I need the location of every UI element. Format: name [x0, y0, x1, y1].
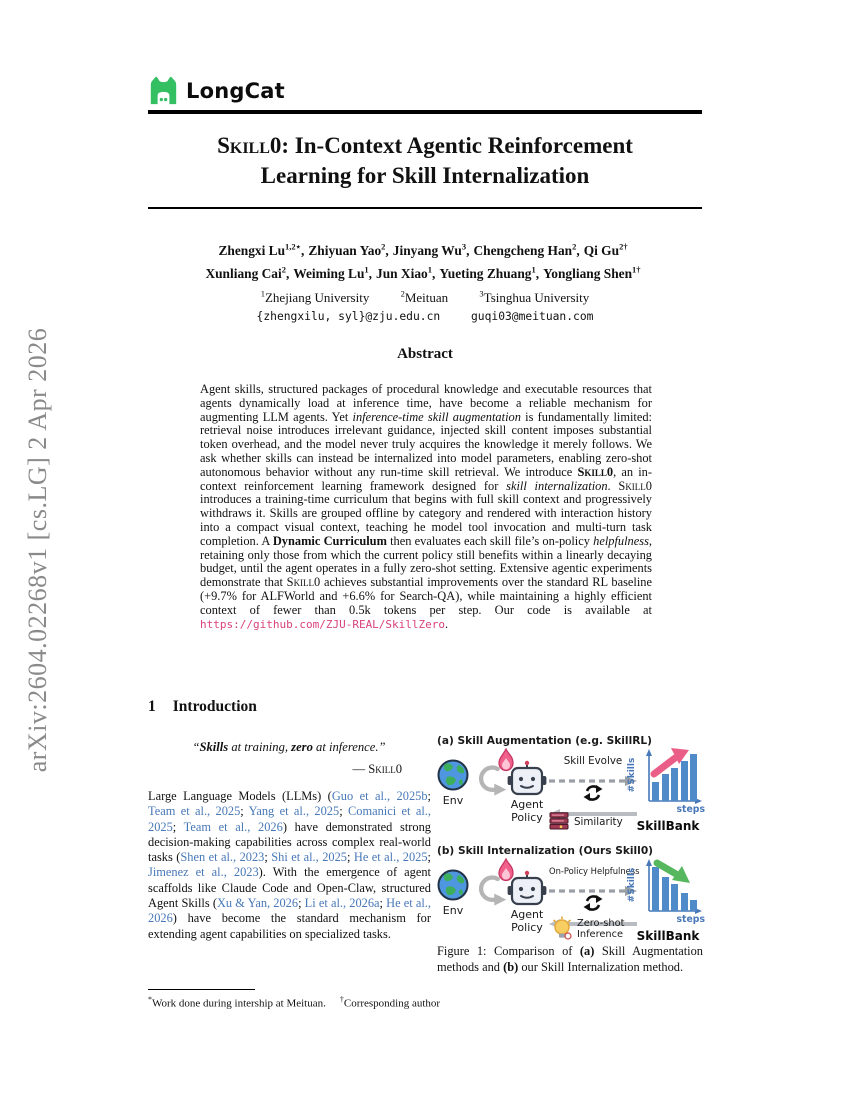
author-line-1 [148, 238, 702, 260]
body-text: Large Language Models (LLMs) ( [148, 789, 332, 803]
body-text: ; [298, 896, 305, 911]
quote-attribution: — Skill0 [352, 762, 402, 776]
author-block [148, 238, 702, 323]
chart-y-axis-label: #Skills [627, 757, 637, 793]
citation-link[interactable]: Guo et al., 2025b [331, 789, 428, 803]
author-name: Qi $Gu^{2\dagger}$ [583, 242, 628, 259]
abstract-text: skill internalization [506, 478, 608, 493]
abstract-text: Dynamic Curriculum [272, 533, 387, 548]
affiliation: $^3$Tsinghua University [479, 288, 590, 306]
body-text: ; [346, 850, 354, 865]
author-name: Weiming Lu$^1$, [293, 264, 372, 281]
title-skill0: Skill0 [217, 133, 282, 158]
body-text: ; [172, 819, 184, 834]
abstract-text: Skill0 [286, 575, 321, 590]
affiliation: $^1$Zhejiang University [260, 288, 370, 306]
author-name: Chengcheng Han$^2$, [473, 242, 580, 259]
author-name: Yueting Zhuang$^1$, [439, 264, 540, 281]
abstract-text: , an in-context reinforcement learning framework designed for [200, 464, 652, 493]
affiliation: $^2$Meituan [400, 288, 449, 306]
body-text: ; [264, 850, 272, 865]
longcat-logo [148, 76, 285, 105]
body-text: ) have become the standard mechanism for extending agent capabilities on specialized tasks. [148, 911, 431, 941]
abstract-body [200, 383, 652, 631]
on-policy-helpfulness-label: On-Policy Helpfulness [549, 866, 640, 876]
abstract-text: is fundamentally limited: retrieval noise introduces irrelevant guidance, injected skill content imposes substantial token overhead, and the model never truly acquires the knowledge it merely follows. We ask whether skills can instead be internalized into model parameters, enabling zero-shot autonomous behavior without any run-time skill retrieval. We introduce [200, 409, 652, 479]
title-rest: : In-Context Agentic Reinforcement [281, 133, 633, 158]
section-title: Introduction [172, 698, 257, 715]
header-rule [148, 110, 702, 114]
skillbank-label: SkillBank [636, 929, 700, 943]
citation-link[interactable]: Jimenez et al., 2023 [148, 865, 259, 880]
trend-down-arrow [649, 857, 693, 889]
zero-shot-inference-label: Zero-shot Inference [577, 918, 625, 940]
abstract-text: Skill0 [577, 464, 614, 479]
author-name: Yongliang Shen$^{1\dagger}$ [543, 264, 641, 281]
env-label: Env [442, 904, 464, 917]
similarity-stack-icon [549, 812, 569, 834]
lightbulb-icon [551, 916, 573, 944]
section-number: 1 [148, 698, 156, 715]
emails [148, 310, 702, 323]
similarity-label: Similarity [574, 816, 623, 828]
body-text: ; [427, 850, 431, 865]
author-name: Zhengxi $Lu^{1,2⋆}$, [218, 242, 305, 259]
body-text: ) have demonstrated strong decision-making capabilities across complex real-world tasks ( [148, 819, 431, 865]
figure-panel-b [437, 845, 703, 953]
abstract-text: Skill0 [618, 478, 652, 493]
agent-policy-label: Agent Policy [510, 908, 544, 934]
citation-link[interactable]: Team et al., 2025 [148, 804, 241, 819]
abstract-text: , retaining only those from which the current policy still benefits within a linearly decaying budget, until the agent operates in a fully zero-shot setting. Extensive agentic experiments demonstrate that [200, 533, 653, 590]
intro-paragraph [148, 789, 431, 942]
abstract-text: then evaluates each skill file’s on-policy [386, 533, 594, 548]
title-line-2: Learning for Skill Internalization [260, 163, 590, 188]
citation-link[interactable]: He et al., 2025 [353, 850, 428, 865]
earth-icon [437, 759, 469, 795]
panel-b-title: (b) Skill Internalization (Ours Skill0) [437, 845, 654, 857]
footnote-rule [148, 989, 255, 990]
footnote: *Work done during intership at Meituan. †Corresponding author [148, 995, 441, 1010]
author-name: Jinyang Wu$^3$, [392, 242, 470, 259]
body-text: ; [379, 896, 387, 911]
figure-panel-a [437, 735, 703, 843]
skill-evolve-label: Skill Evolve [563, 755, 623, 767]
body-text: ). With the emergence of agent scaffolds like Claude Code and Open-Claw, structured Agent Skills ( [148, 865, 431, 911]
longcat-cat-icon [148, 76, 179, 105]
abstract-text: achieves substantial improvements over the standard RL baseline (+9.7% for ALFWorld and +6.6% for Search-QA), while maintaining a highly efficient context of fewer than 0.5k tokens per step. Our code is available at [200, 575, 652, 617]
env-label: Env [442, 794, 464, 807]
skillbank-label: SkillBank [636, 819, 700, 833]
abstract-text: inference-time skill augmentation [352, 409, 521, 424]
body-text: ; [427, 789, 431, 803]
author-name: Zhiyuan Yao$^2$, [308, 242, 389, 259]
robot-icon [507, 870, 547, 910]
citation-link[interactable]: Li et al., 2026a [304, 896, 380, 911]
abstract-heading: Abstract [397, 346, 453, 362]
figure-1-caption: Figure 1: Comparison of (a) Skill Augmentation methods and (b) our Skill Internalization method. [437, 944, 703, 974]
section-heading-introduction [148, 698, 257, 716]
panel-a-title: (a) Skill Augmentation (e.g. SkillRL) [437, 735, 652, 747]
title-line-1 [148, 131, 702, 161]
citation-link[interactable]: Yang et al., 2025 [248, 804, 340, 819]
affiliations [148, 289, 702, 306]
chart-y-axis-label: #Skills [627, 867, 637, 903]
arxiv-banner: arXiv:2604.02268v1 [cs.LG] 2 Apr 2026 [23, 327, 52, 773]
abstract-text: introduces a training-time curriculum that begins with full skill context and progressively withdraws it. Skills are grouped offline by category and rendered with interaction history into a compact visual context, teaching he model tool invocation and multi-turn task completion. A [200, 492, 652, 548]
trend-up-arrow [649, 747, 693, 779]
title-rule [148, 207, 702, 209]
email-address: {zhengxilu, syl}@zju.edu.cn [256, 310, 441, 324]
chart-x-axis-label: steps [676, 804, 705, 815]
abstract-text: . [607, 478, 619, 493]
logo-wordmark: LongCat [186, 78, 285, 103]
figure-1 [437, 733, 703, 945]
author-line-2 [148, 260, 702, 282]
abstract-text: Agent skills, structured packages of procedural knowledge and executable resources that agents dynamically load at inference time, have become a reliable mechanism for augmenting LLM agents. Yet [200, 382, 652, 424]
email-address: guqi03@meituan.com [471, 310, 594, 324]
earth-icon [437, 869, 469, 905]
citation-link[interactable]: He et al., 2026 [148, 896, 431, 926]
abstract-text: helpfulness [593, 533, 649, 548]
skillbank-chart-a [627, 749, 705, 815]
agent-policy-label: Agent Policy [510, 798, 544, 824]
citation-link[interactable]: Shi et al., 2025 [271, 850, 347, 865]
body-text: ; [240, 804, 249, 819]
epigraph-quote: “Skills at training, zero at inference.” [192, 740, 386, 754]
citation-link[interactable]: Xu & Yan, 2026 [216, 896, 299, 911]
body-text: ; [339, 804, 349, 819]
paper-title [148, 131, 702, 191]
author-name: Xunliang Cai$^2$, [205, 264, 290, 281]
citation-link[interactable]: Comanici et al., 2025 [148, 804, 431, 834]
github-link[interactable]: https://github.com/ZJU-REAL/SkillZero [200, 617, 446, 631]
author-name: Jun Xiao$^1$, [376, 264, 436, 281]
robot-icon [507, 760, 547, 800]
citation-link[interactable]: Team et al., 2026 [183, 819, 283, 834]
abstract-text: . [445, 616, 449, 631]
skillbank-chart-b [627, 859, 705, 925]
chart-x-axis-label: steps [676, 914, 705, 925]
citation-link[interactable]: Shen et al., 2023 [180, 850, 265, 865]
